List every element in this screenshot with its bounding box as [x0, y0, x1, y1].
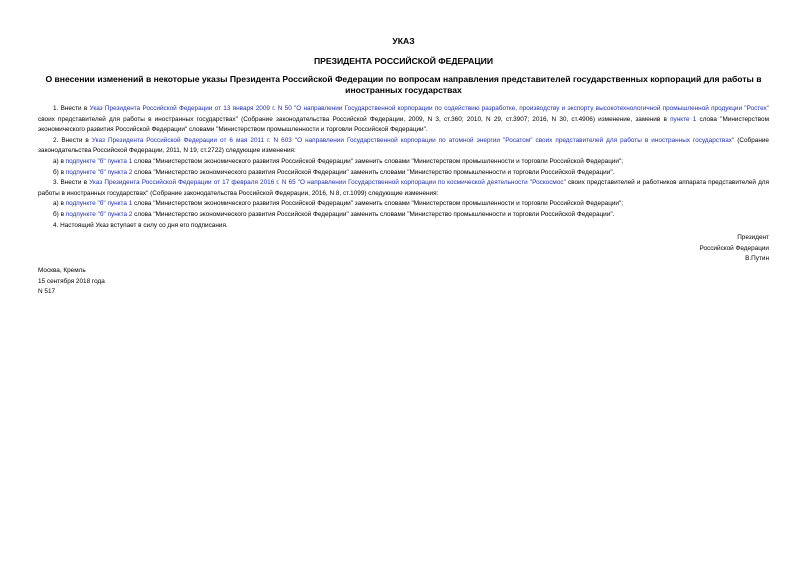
subpoint-b-point-1-link[interactable]: подпункте "б" пункта 1	[65, 200, 133, 208]
paragraph-3b-text-b: слова "Министерство экономического развития Российской Федерации" заменить словами "Министерство промышленности и торговли Российской Федерации".	[132, 210, 615, 218]
subpoint-b-point-2-link[interactable]: подпункте "б" пункта 2	[65, 168, 133, 176]
decree-603-link[interactable]: Указ Президента Российской Федерации от 6 мая 2011 г. N 603 "О направлении Государственной корпорации по атомной энергии "Росатом" своих представителей для работы в иностранных государствах"	[91, 136, 735, 144]
decree-50-link[interactable]: Указ Президента Российской Федерации от 13 января 2009 г. N 50 "О направлении Государственной корпорации по содействию разработке, производству и экспорту высокотехнологичной промышленной продукции "Ростех"	[89, 105, 770, 112]
decree-65-link[interactable]: Указ Президента Российской Федерации от 17 февраля 2016 г. N 65 "О направлении Государственной корпорации по космической деятельности "Роскосмос"	[89, 179, 566, 187]
point-1-link[interactable]: пункте 1	[670, 115, 697, 123]
paragraph-3b	[38, 210, 769, 221]
place-date-block	[38, 266, 105, 298]
paragraph-3-text-a: 3. Внести в	[53, 179, 90, 187]
paragraph-3-text-b: своих представителей и работников аппарата представителей для работы в иностранных государствах" (Собрание законодательства Российской Федерации, 2016, N 8, ст.1099) следующие изменения:	[38, 179, 769, 197]
signature-country: Российской Федерации	[699, 244, 769, 252]
paragraph-3a-text-a: а) в	[53, 200, 66, 208]
signature-title: Президент	[737, 234, 769, 241]
paragraph-2a	[38, 157, 769, 168]
paragraph-3b-text-a: б) в	[53, 210, 66, 218]
document-title: О внесении изменений в некоторые указы Президента Российской Федерации по вопросам направления представителей государственных корпораций для работы в иностранных государствах	[45, 74, 762, 95]
paragraph-3a	[38, 199, 769, 210]
issuer-heading: ПРЕЗИДЕНТА РОССИЙСКОЙ ФЕДЕРАЦИИ	[313, 56, 494, 66]
paragraph-1-text-c: слова "Министерством экономического развития Российской Федерации" словами "Министерством промышленности и торговли Российской Федерации".	[38, 115, 769, 134]
paragraph-2-text-a: 2. Внести в	[53, 136, 92, 144]
decree-heading: УКАЗ	[392, 36, 415, 46]
paragraph-2a-text-b: слова "Министерством экономического развития Российской Федерации" заменить словами "Министерством промышленности и торговли Российской Федерации";	[132, 157, 624, 165]
paragraph-2	[38, 136, 769, 157]
decree-number: N 517	[38, 288, 56, 296]
paragraph-2b-text-a: б) в	[53, 168, 66, 176]
signing-date: 15 сентября 2018 года	[38, 277, 105, 285]
paragraph-2a-text-a: а) в	[53, 157, 66, 165]
paragraph-2b	[38, 168, 769, 179]
paragraph-4: 4. Настоящий Указ вступает в силу со дня его подписания.	[53, 221, 228, 229]
paragraph-2-text-b: (Собрание законодательства Российской Федерации, 2011, N 19, ст.2722) следующие изменения:	[38, 136, 769, 155]
signature-name: В.Путин	[745, 255, 769, 263]
paragraph-1-text-a: 1. Внести в	[53, 105, 90, 112]
signing-place: Москва, Кремль	[38, 267, 86, 274]
paragraph-1	[38, 104, 769, 136]
subpoint-b-point-1-link[interactable]: подпункте "б" пункта 1	[65, 157, 133, 165]
paragraph-3a-text-b: слова "Министерством экономического развития Российской Федерации" заменить словами "Министерством промышленности и торговли Российской Федерации";	[132, 200, 624, 208]
paragraph-2b-text-b: слова "Министерство экономического развития Российской Федерации" заменить словами "Министерство промышленности и торговли Российской Федерации".	[132, 168, 615, 176]
signature-block	[700, 233, 770, 265]
document-body	[38, 104, 769, 231]
subpoint-b-point-2-link[interactable]: подпункте "б" пункта 2	[65, 210, 133, 218]
paragraph-1-text-b: своих представителей для работы в иностранных государствах" (Собрание законодательства Российской Федерации, 2009, N 3, ст.360; 2010, N 29, ст.3907; 2016, N 30, ст.4906) изменение, заменив в	[38, 115, 671, 123]
paragraph-3	[38, 178, 769, 199]
